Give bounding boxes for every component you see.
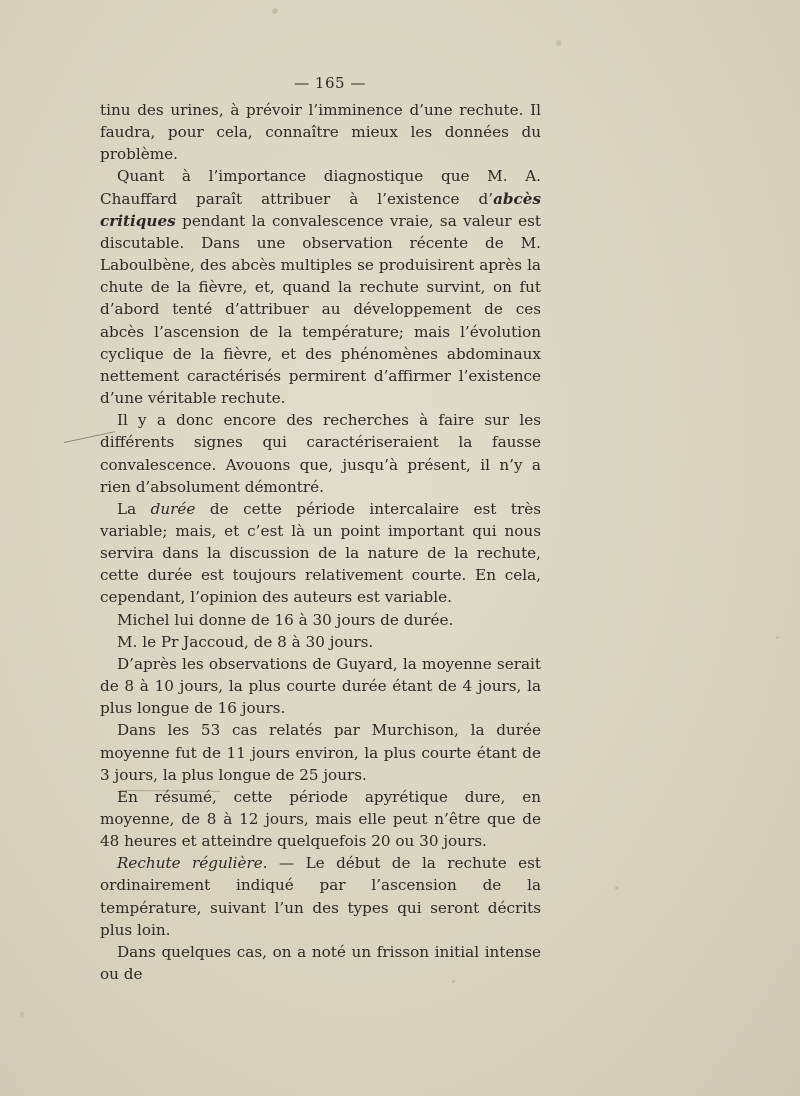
foxing-spot: [272, 8, 278, 14]
paragraph-p6: [100, 631, 541, 653]
paragraph-p4: [100, 498, 541, 609]
paragraph-p11: [100, 941, 541, 985]
text-run: La: [117, 499, 151, 518]
paragraph-p2: [100, 165, 541, 409]
paragraph-p9: [100, 786, 541, 852]
text-run: . — Le début de la rechute est ordinairement indiqué par l’ascension de la température, suivant l’un des types qui seront décrits plus loin.: [100, 854, 541, 939]
foxing-spot: [615, 886, 619, 890]
text-run: D’après les observations de Guyard, la moyenne serait de 8 à 10 jours, la plus courte durée étant de 4 jours, la plus longue de 16 jours.: [100, 654, 541, 718]
text-run: de cette période intercalaire est très variable; mais, et c’est là un point important qui nous servira dans la discussion de la nature de la rechute, cette durée est toujours relativement courte. En cela, cependant, l’opinion des auteurs est variable.: [100, 499, 541, 607]
paragraph-p1: [100, 99, 541, 165]
text-run: M. le Pr Jaccoud, de 8 à 30 jours.: [117, 632, 374, 651]
foxing-spot: [556, 40, 561, 46]
text-run: tinu des urines, à prévoir l’imminence d’une rechute. Il faudra, pour cela, connaître mieux les données du problème.: [100, 101, 541, 164]
text-run: Il y a donc encore des recherches à faire sur les différents signes qui caractériseraient la fausse convalescence. Avouons que, jusqu’à présent, il n’y a rien d’absolument démontré.: [100, 411, 541, 496]
foxing-spot: [20, 1012, 24, 1017]
paragraph-p3: [100, 409, 541, 498]
text-run: pendant la convalescence vraie, sa valeur est discutable. Dans une observation récente de M. Laboulbène, des abcès multiples se produisirent après la chute de la fièvre, et, quand la rechute survint, on fut d’abord tenté d’attribuer au développement de ces abcès l’ascension de la température; mais l’évolution cyclique de la fièvre, et des phénomènes abdominaux nettement caractérisés permirent d’affirmer l’existence d’une véritable rechute.: [100, 211, 541, 408]
italic-run: abcès critiques: [100, 189, 541, 230]
page-number: — 165 —: [294, 74, 366, 92]
paragraph-p7: [100, 653, 541, 719]
italic-run: durée: [150, 499, 196, 518]
paragraph-p8: [100, 719, 541, 785]
paragraph-p10: [100, 852, 541, 941]
paragraph-p5: [100, 609, 541, 631]
text-run: Michel lui donne de 16 à 30 jours de durée.: [117, 610, 454, 629]
italic-run: Rechute régulière: [117, 854, 263, 873]
text-run: Quant à l’importance diagnostique que M. A. Chauffard paraît attribuer à l’existence d’: [100, 167, 541, 208]
foxing-spot: [776, 636, 779, 639]
text-run: En résumé, cette période apyrétique dure, en moyenne, de 8 à 12 jours, mais elle peut n’être que de 48 heures et atteindre quelquefois 20 ou 30 jours.: [100, 787, 541, 851]
body-text: [100, 99, 541, 985]
text-run: Dans quelques cas, on a noté un frisson initial intense ou de: [100, 942, 541, 984]
text-run: Dans les 53 cas relatés par Murchison, la durée moyenne fut de 11 jours environ, la plus courte étant de 3 jours, la plus longue de 25 jours.: [100, 721, 541, 784]
